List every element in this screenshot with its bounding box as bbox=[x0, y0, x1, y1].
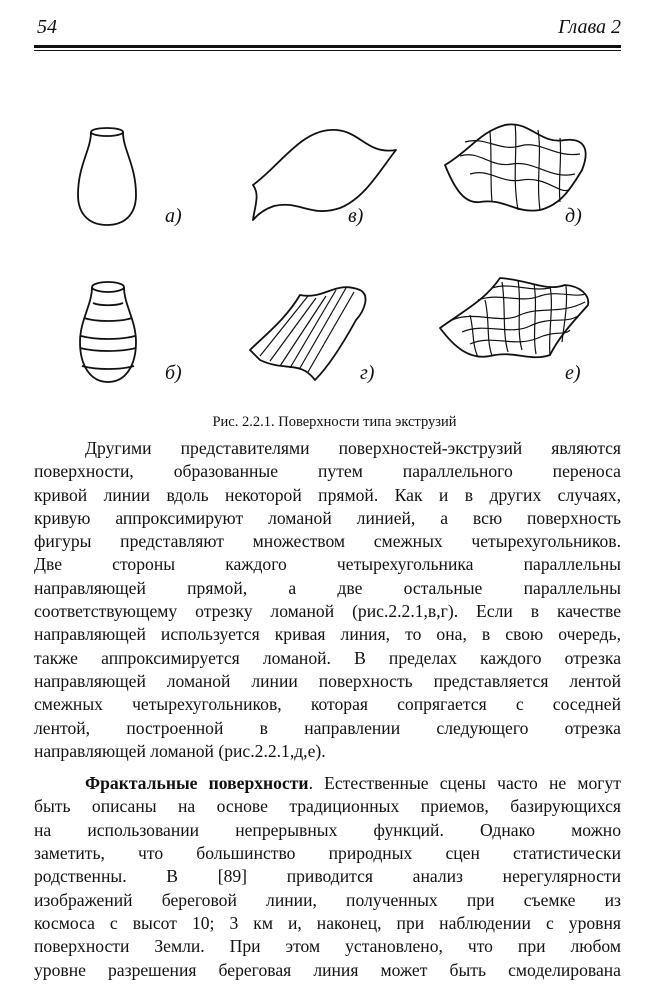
text-line: уровне разрешения береговая линия может быть смоделирована bbox=[34, 959, 621, 980]
text-segment: . Естественные сцены часто не могут bbox=[308, 773, 621, 794]
text-line: кривой линии вдоль некоторой прямой. Как и в других случаях, bbox=[34, 484, 621, 505]
text-line: поверхности, образованные путем параллельного переноса bbox=[34, 461, 621, 482]
text-line: Две стороны каждого четырехугольника параллельны bbox=[34, 554, 621, 575]
page-number: 54 bbox=[37, 16, 57, 38]
paragraph-fractal bbox=[34, 772, 621, 982]
text-line: поверхности Земли. При этом установлено, что при любом bbox=[34, 936, 621, 957]
text-line: на использовании непрерывных функций. Однако можно bbox=[34, 819, 621, 840]
figure-drawing bbox=[60, 110, 620, 400]
text-line: фигуры представляют множеством смежных четырехугольников. bbox=[34, 531, 621, 552]
text-line: направляющей ломаной линии поверхность представляется лентой bbox=[34, 670, 621, 691]
label-d: д) bbox=[565, 205, 582, 227]
text-line: направляющей используется кривая линия, то она, в свою очередь, bbox=[34, 624, 621, 645]
surface-grid-fine bbox=[440, 278, 588, 357]
surface-striped bbox=[250, 287, 366, 380]
paragraph-extrusion bbox=[34, 437, 621, 763]
fractal-term: Фрактальные поверхности bbox=[85, 773, 309, 794]
surface-grid-coarse bbox=[445, 124, 586, 211]
text-line: кривую аппроксимируют ломаной линией, а всю поверхность bbox=[34, 507, 621, 528]
text-line: заметить, что большинство природных сцен статистически bbox=[34, 843, 621, 864]
text-line: изображений береговой линии, полученных при съемке из bbox=[34, 889, 621, 910]
label-v: в) bbox=[348, 205, 364, 227]
text-line: родственны. В [89] приводится анализ нерегулярности bbox=[34, 866, 621, 887]
text-line: направляющей ломаной (рис.2.2.1,д,е). bbox=[34, 740, 326, 761]
label-e: е) bbox=[565, 362, 581, 384]
label-a: а) bbox=[165, 205, 182, 227]
vase-striped bbox=[80, 282, 136, 382]
text-line: смежных четырехугольников, которая сопрягается с соседней bbox=[34, 694, 621, 715]
vase-plain bbox=[78, 128, 136, 225]
text-line: соответствующему отрезку ломаной (рис.2.2.1,в,г). Если в качестве bbox=[34, 601, 621, 622]
body-text bbox=[34, 437, 621, 982]
header-rule-thin bbox=[34, 50, 621, 51]
text-line: направляющей прямой, а две остальные параллельны bbox=[34, 577, 621, 598]
text-line: также аппроксимируется ломаной. В пределах каждого отрезка bbox=[34, 647, 621, 668]
text-line-first bbox=[34, 772, 621, 795]
header-rule bbox=[34, 45, 621, 48]
chapter-title: Глава 2 bbox=[558, 16, 621, 38]
label-b: б) bbox=[165, 362, 182, 384]
figure-caption: Рис. 2.2.1. Поверхности типа экструзий bbox=[212, 414, 457, 430]
text-line: быть описаны на основе традиционных приемов, базирующихся bbox=[34, 796, 621, 817]
text-line: космоса с высот 10; 3 км и, наконец, при наблюдении с уровня bbox=[34, 912, 621, 933]
label-g: г) bbox=[360, 362, 375, 384]
text-line: лентой, построенной в направлении следующего отрезка bbox=[34, 717, 621, 738]
figure-extrusion-surfaces bbox=[60, 110, 620, 400]
text-line: Другими представителями поверхностей-экструзий являются bbox=[85, 438, 621, 458]
surface-sheet bbox=[253, 130, 396, 220]
